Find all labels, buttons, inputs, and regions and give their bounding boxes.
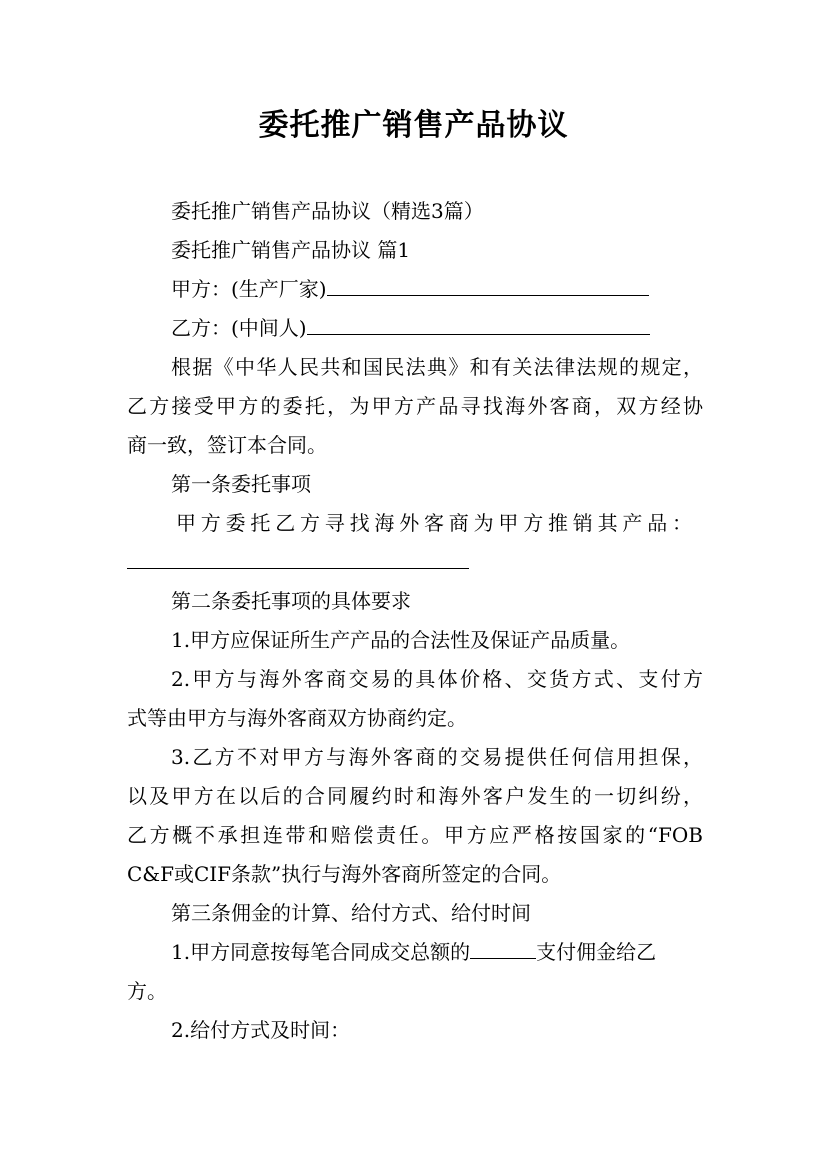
subtitle-line: 委托推广销售产品协议（精选3篇） xyxy=(171,199,484,223)
article-heading: 第一条委托事项 xyxy=(171,472,311,496)
paragraph-line: 乙方接受甲方的委托，为甲方产品寻找海外客商，双方经协 xyxy=(127,394,703,418)
paragraph-line: 2.甲方与海外客商交易的具体价格、交货方式、支付方 xyxy=(171,667,703,691)
party-a-label: 甲方：(生产厂家) xyxy=(171,277,327,301)
chapter-heading: 委托推广销售产品协议 篇1 xyxy=(171,238,411,262)
article-heading: 第三条佣金的计算、给付方式、给付时间 xyxy=(171,901,531,925)
paragraph-line: 1.甲方应保证所生产产品的合法性及保证产品质量。 xyxy=(171,628,631,652)
paragraph-line: 3.乙方不对甲方与海外客商的交易提供任何信用担保， xyxy=(171,745,703,769)
paragraph-line: 商一致，签订本合同。 xyxy=(127,433,327,457)
paragraph-line xyxy=(171,933,656,971)
paragraph-line: 以及甲方在以后的合同履约时和海外客户发生的一切纠纷， xyxy=(127,784,703,808)
commission-blank xyxy=(470,936,536,959)
article-heading: 第二条委托事项的具体要求 xyxy=(171,589,411,613)
paragraph-line: 2.给付方式及时间： xyxy=(171,1018,351,1042)
party-a-blank xyxy=(327,273,649,296)
party-a-line xyxy=(171,270,649,308)
paragraph-line: 甲方委托乙方寻找海外客商为甲方推销其产品： xyxy=(176,511,692,535)
paragraph-line: C&F或CIF条款”执行与海外客商所签定的合同。 xyxy=(127,862,562,886)
paragraph-line: 式等由甲方与海外客商双方协商约定。 xyxy=(127,706,467,730)
party-b-blank xyxy=(307,312,650,335)
paragraph-line: 根据《中华人民共和国民法典》和有关法律法规的规定， xyxy=(171,355,703,379)
party-b-line xyxy=(171,309,650,347)
paragraph-line: 乙方概不承担连带和赔偿责任。甲方应严格按国家的“FOB xyxy=(127,823,703,847)
blank-underline xyxy=(127,568,469,569)
party-b-label: 乙方：(中间人) xyxy=(171,316,307,340)
document-title: 委托推广销售产品协议 xyxy=(258,108,569,143)
paragraph-line: 方。 xyxy=(127,979,167,1003)
commission-text: 1.甲方同意按每笔合同成交总额的 xyxy=(171,940,471,964)
commission-text-end: 支付佣金给乙 xyxy=(536,940,657,964)
